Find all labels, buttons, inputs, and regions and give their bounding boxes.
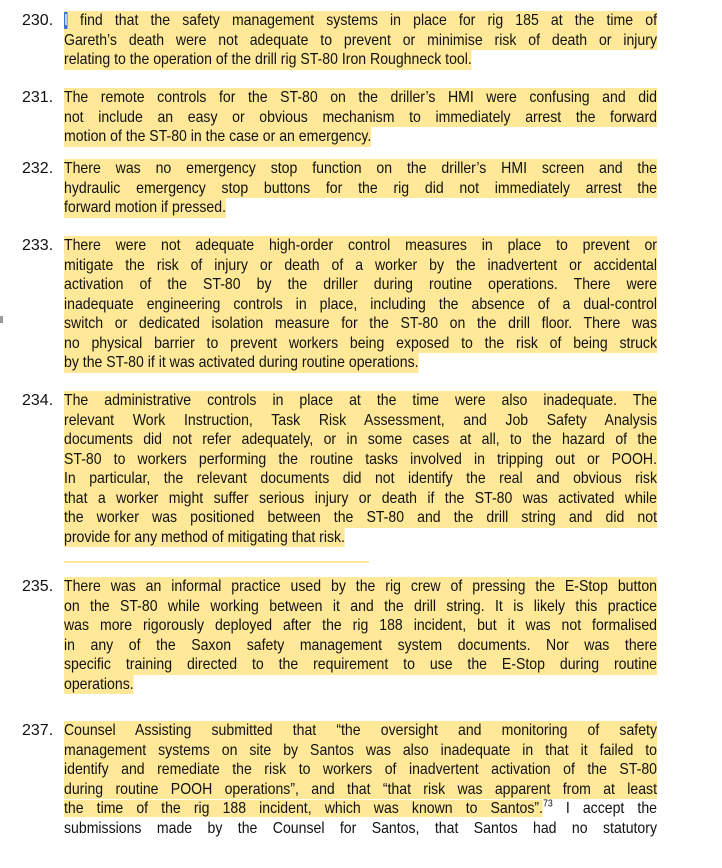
text-line: The administrative controls in place at the time were also inadequate. The bbox=[64, 392, 657, 409]
text-line: submissions made by the Counsel for Santos, that Santos had no statutory bbox=[64, 819, 657, 837]
highlighted-text: the time of the rig 188 incident, which was known to Santos”. bbox=[64, 800, 543, 817]
text-line: forward motion if pressed. bbox=[64, 199, 226, 216]
text-line: mitigate the risk of injury or death of a worker by the inadvertent or accidental bbox=[64, 256, 657, 274]
margin-marker bbox=[0, 316, 3, 323]
text-line: hydraulic emergency stop buttons for the rig did not immediately arrest the bbox=[64, 179, 657, 197]
text-line: In particular, the relevant documents did not identify the real and obvious risk bbox=[64, 470, 657, 487]
text-line: There was an informal practice used by the rig crew of pressing the E-Stop button bbox=[64, 578, 657, 595]
text-line: The remote controls for the ST-80 on the driller’s HMI were confusing and did bbox=[64, 89, 657, 106]
text-line: Gareth’s death were not adequate to prevent or minimise risk of death or injury bbox=[64, 31, 657, 49]
text-line: no physical barrier to prevent workers being exposed to the risk of being struck bbox=[64, 334, 657, 352]
text-line: motion of the ST-80 in the case or an emergency. bbox=[64, 128, 372, 145]
text-line: not include an easy or obvious mechanism to immediately arrest the forward bbox=[64, 108, 657, 126]
paragraph-number: 234. bbox=[22, 392, 54, 409]
text-fragment: I accept the bbox=[552, 800, 657, 817]
paragraph-number: 232. bbox=[22, 160, 54, 177]
text-line: management systems on site by Santos was also inadequate in that it failed to bbox=[64, 741, 657, 759]
paragraph-number: 237. bbox=[22, 722, 54, 739]
paragraph-number: 233. bbox=[22, 237, 54, 254]
paragraph-number: 235. bbox=[22, 578, 54, 595]
text-line: ST-80 to workers performing the routine tasks involved in tripping out or POOH. bbox=[64, 450, 657, 468]
footnote-reference[interactable]: 73 bbox=[542, 798, 553, 810]
highlight-rule bbox=[64, 561, 369, 563]
text-line: that a worker might suffer serious injury or death if the ST-80 was activated while bbox=[64, 489, 657, 507]
text-line: There was no emergency stop function on the driller’s HMI screen and the bbox=[64, 160, 657, 177]
text-line: on the ST-80 while working between it and the drill string. It is likely this practice bbox=[64, 597, 657, 615]
text-line: specific training directed to the requirement to use the E-Stop during routine bbox=[64, 656, 657, 673]
text-line bbox=[64, 799, 657, 819]
text-line: provide for any method of mitigating that risk. bbox=[64, 528, 345, 546]
text-line: documents did not refer adequately, or in some cases at all, to the hazard of the bbox=[64, 431, 657, 448]
text-line: inadequate engineering controls in place, including the absence of a dual-control bbox=[64, 295, 657, 313]
text-line: There were not adequate high-order control measures in place to prevent or bbox=[64, 237, 657, 254]
text-line: activation of the ST-80 by the driller during routine operations. There were bbox=[64, 276, 657, 293]
text-line: relevant Work Instruction, Task Risk Assessment, and Job Safety Analysis bbox=[64, 411, 657, 429]
text-line: by the ST-80 if it was activated during routine operations. bbox=[64, 354, 419, 371]
text-line: relating to the operation of the drill rig ST-80 Iron Roughneck tool. bbox=[64, 51, 472, 68]
text-line: the worker was positioned between the ST-80 and the drill string and did not bbox=[64, 509, 657, 526]
text-line: switch or dedicated isolation measure for the ST-80 on the drill floor. There was bbox=[64, 315, 657, 332]
text-line: in any of the Saxon safety management system documents. Nor was there bbox=[64, 636, 657, 654]
text-line bbox=[64, 11, 657, 31]
text-line: during routine POOH operations”, and that “that risk was apparent from at least bbox=[64, 780, 657, 798]
text-fragment: find that the safety management systems in place for rig 185 at the time of bbox=[67, 12, 657, 29]
text-line: was more rigorously deployed after the rig 188 incident, but it was not formalised bbox=[64, 617, 657, 634]
text-line: operations. bbox=[64, 675, 134, 693]
text-selection: I bbox=[64, 12, 68, 29]
paragraph-number: 230. bbox=[22, 12, 54, 29]
paragraph-number: 231. bbox=[22, 89, 54, 106]
text-line: identify and remediate the risk to workers of inadvertent activation of the ST-80 bbox=[64, 761, 657, 778]
text-line: Counsel Assisting submitted that “the oversight and monitoring of safety bbox=[64, 722, 657, 739]
